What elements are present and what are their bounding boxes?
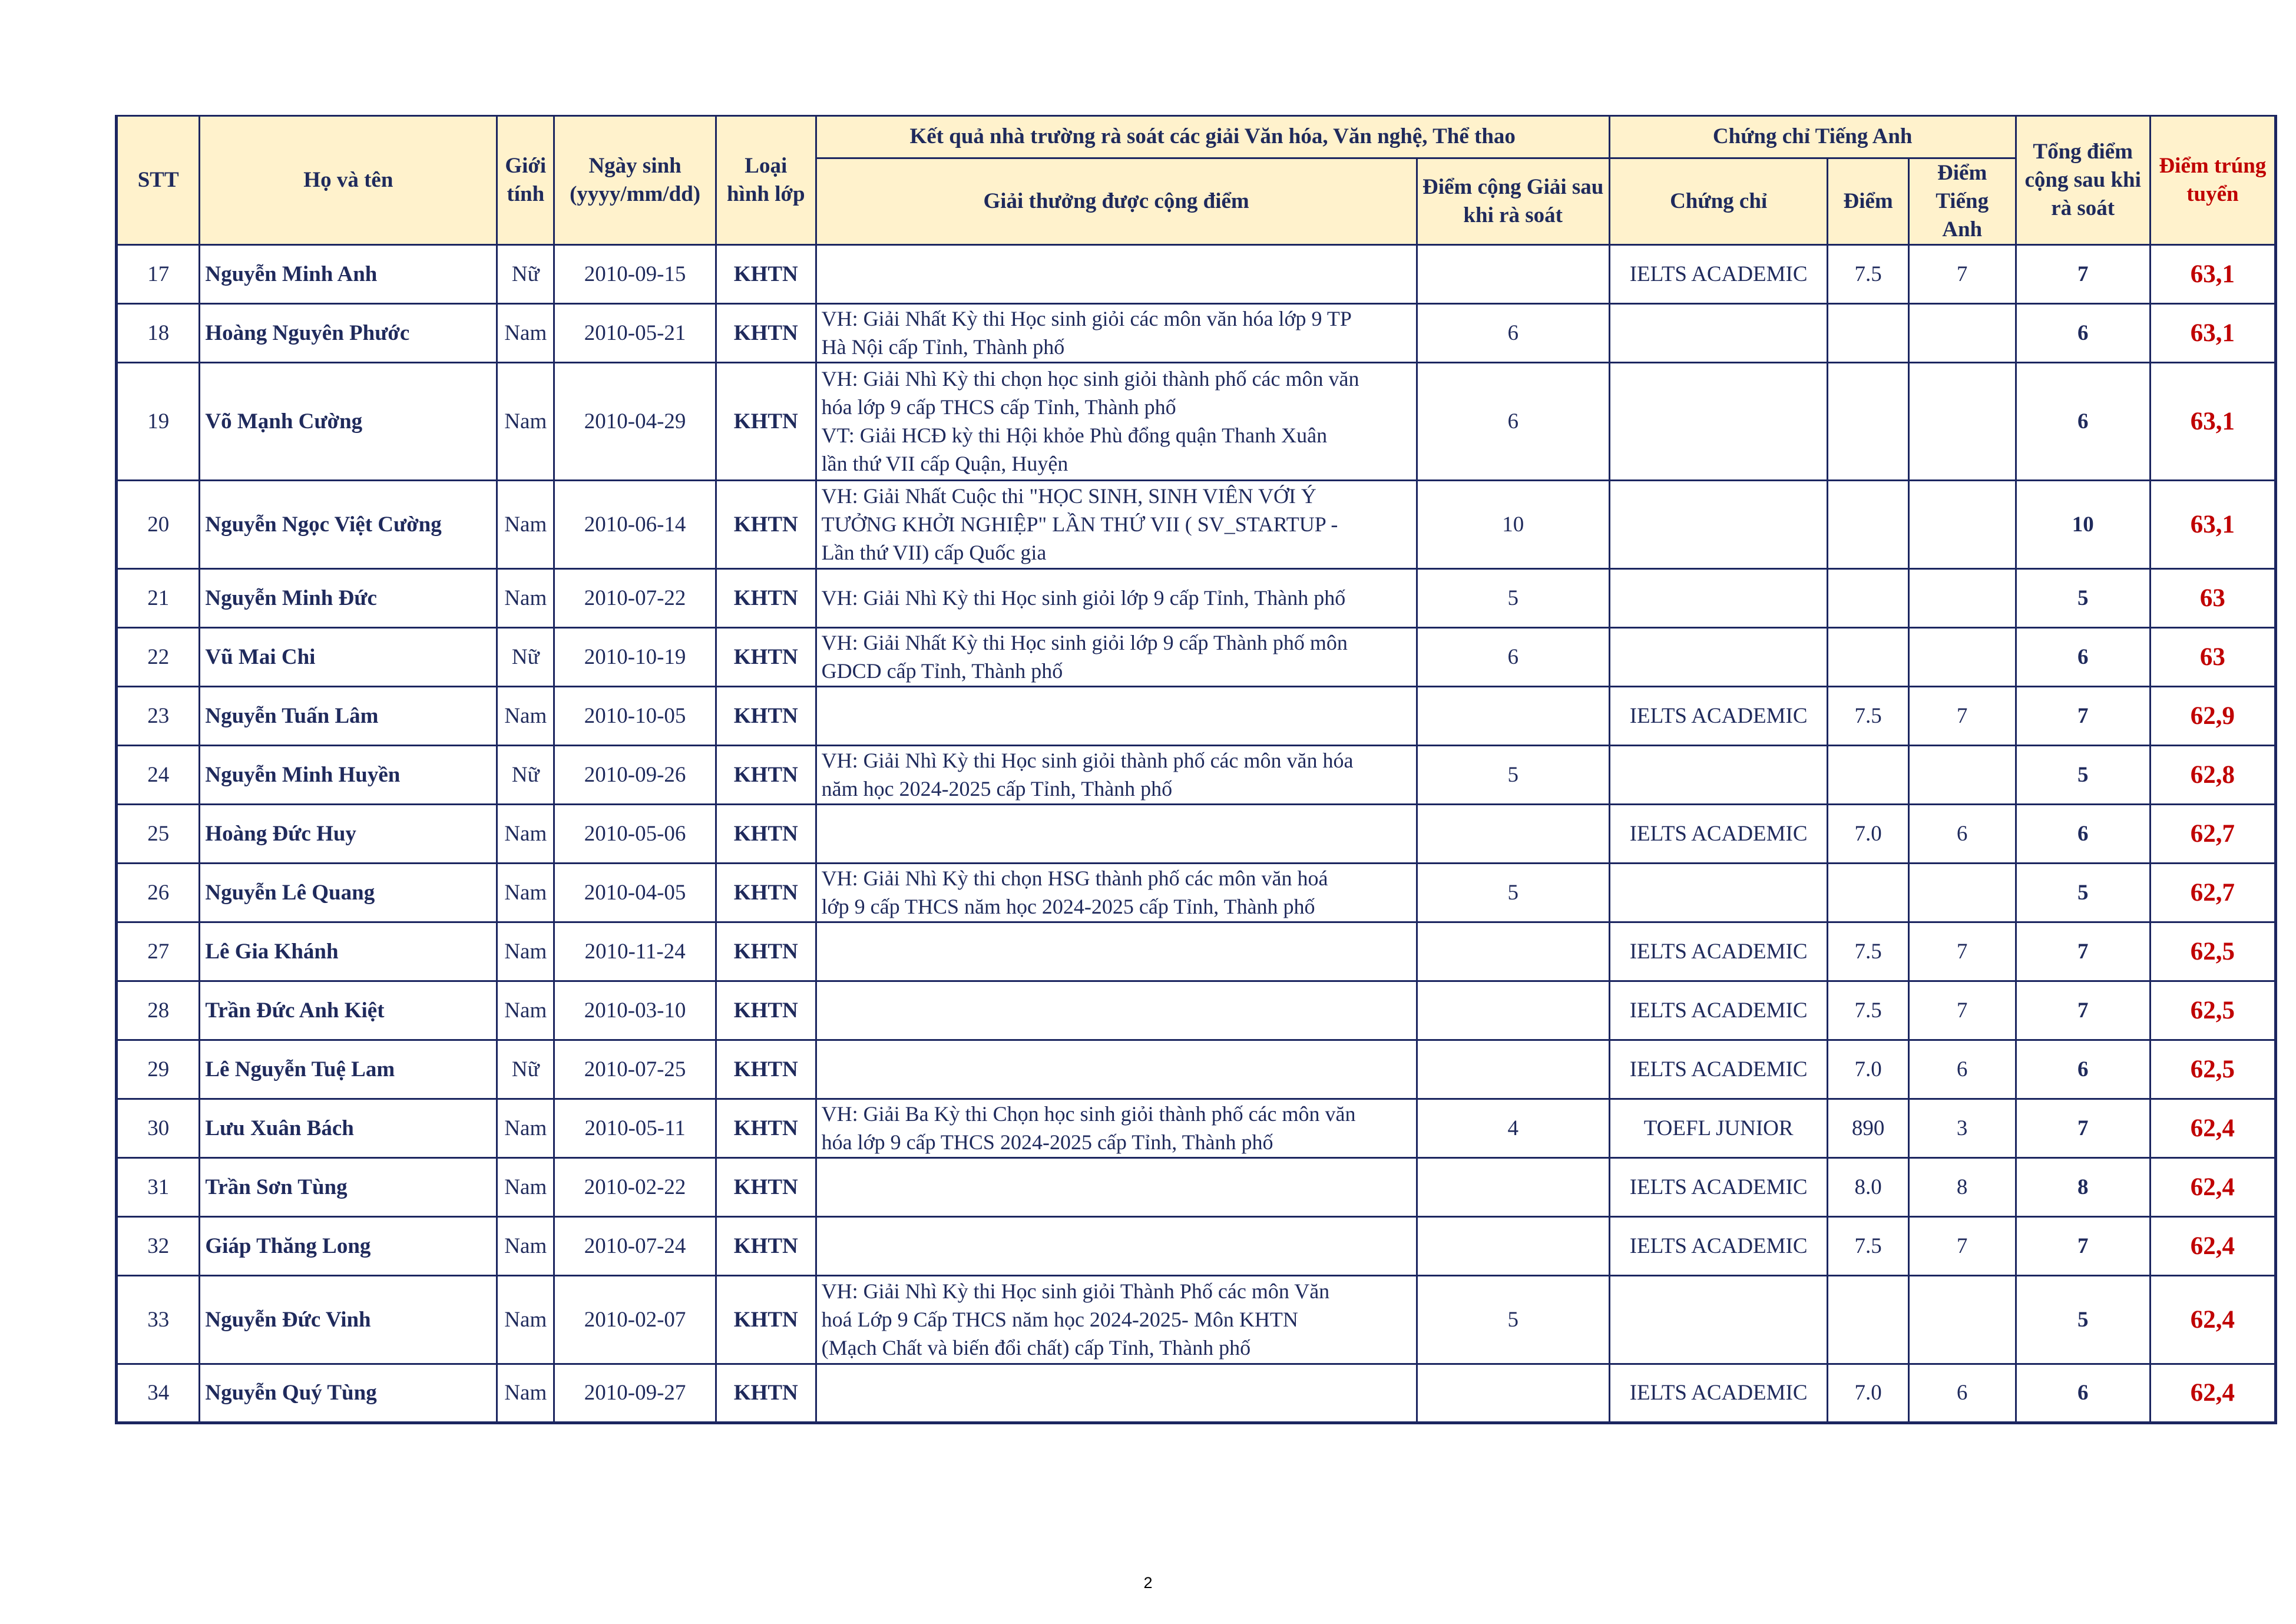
- cell-class-type: KHTN: [716, 569, 816, 628]
- cell-stt: 21: [117, 569, 200, 628]
- award-line: VH: Giải Nhất Kỳ thi Học sinh giỏi các môn văn hóa lớp 9 TP: [821, 306, 1352, 330]
- cell-class-type: KHTN: [716, 864, 816, 922]
- cell-gender: Nam: [497, 864, 554, 922]
- cell-class-type: KHTN: [716, 805, 816, 864]
- cell-stt: 32: [117, 1217, 200, 1276]
- award-line: GDCD cấp Tỉnh, Thành phố: [821, 659, 1063, 683]
- cell-name: Lưu Xuân Bách: [200, 1099, 497, 1158]
- cell-class-type: KHTN: [716, 922, 816, 981]
- cell-class-type: KHTN: [716, 981, 816, 1040]
- cell-award-points: [1417, 687, 1609, 746]
- table-row: [117, 363, 2276, 481]
- cell-gender: Nam: [497, 981, 554, 1040]
- cell-cert-score: [1828, 864, 1908, 922]
- award-line: VH: Giải Nhì Kỳ thi Học sinh giỏi lớp 9 cấp Tỉnh, Thành phố: [821, 586, 1346, 610]
- table-body: [117, 245, 2276, 1423]
- cell-stt: 26: [117, 864, 200, 922]
- cell-dob: 2010-02-22: [554, 1158, 716, 1217]
- cell-class-type: KHTN: [716, 1158, 816, 1217]
- cell-award-points: 5: [1417, 1276, 1609, 1364]
- header-name: Họ và tên: [200, 116, 497, 245]
- cell-stt: 24: [117, 746, 200, 805]
- cell-certificate: [1609, 304, 1828, 363]
- award-line: hoá Lớp 9 Cấp THCS năm học 2024-2025- Môn KHTN: [821, 1307, 1298, 1331]
- table-row: [117, 304, 2276, 363]
- cell-award-points: [1417, 981, 1609, 1040]
- cell-gender: Nam: [497, 1158, 554, 1217]
- cell-total-bonus: 7: [2016, 245, 2150, 304]
- cell-certificate: [1609, 746, 1828, 805]
- cell-award: [816, 922, 1417, 981]
- cell-english-points: [1908, 628, 2016, 687]
- cell-name: Hoàng Đức Huy: [200, 805, 497, 864]
- table-row: [117, 746, 2276, 805]
- cell-award-points: 5: [1417, 864, 1609, 922]
- award-line: hóa lớp 9 cấp THCS 2024-2025 cấp Tỉnh, Thành phố: [821, 1130, 1273, 1154]
- cell-total-bonus: 6: [2016, 628, 2150, 687]
- header-stt: STT: [117, 116, 200, 245]
- cell-award: [816, 805, 1417, 864]
- cell-award: [816, 864, 1417, 922]
- cell-name: Giáp Thăng Long: [200, 1217, 497, 1276]
- cell-stt: 22: [117, 628, 200, 687]
- cell-class-type: KHTN: [716, 481, 816, 569]
- cell-name: Nguyễn Đức Vinh: [200, 1276, 497, 1364]
- cell-dob: 2010-09-26: [554, 746, 716, 805]
- table-row: [117, 1099, 2276, 1158]
- cell-admission-score: 62,7: [2150, 864, 2275, 922]
- cell-gender: Nam: [497, 363, 554, 481]
- cell-gender: Nam: [497, 1364, 554, 1423]
- cell-english-points: 7: [1908, 245, 2016, 304]
- cell-dob: 2010-07-22: [554, 569, 716, 628]
- cell-total-bonus: 7: [2016, 1217, 2150, 1276]
- cell-cert-score: [1828, 1276, 1908, 1364]
- cell-cert-score: [1828, 481, 1908, 569]
- cell-class-type: KHTN: [716, 304, 816, 363]
- cell-dob: 2010-05-06: [554, 805, 716, 864]
- cell-award: [816, 1276, 1417, 1364]
- cell-english-points: [1908, 1276, 2016, 1364]
- cell-award: [816, 481, 1417, 569]
- cell-award-points: [1417, 1158, 1609, 1217]
- cell-award-points: 5: [1417, 746, 1609, 805]
- cell-english-points: 7: [1908, 687, 2016, 746]
- cell-stt: 31: [117, 1158, 200, 1217]
- cell-dob: 2010-10-05: [554, 687, 716, 746]
- cell-class-type: KHTN: [716, 1040, 816, 1099]
- cell-english-points: [1908, 363, 2016, 481]
- cell-certificate: [1609, 363, 1828, 481]
- cell-name: Trần Sơn Tùng: [200, 1158, 497, 1217]
- table-row: [117, 981, 2276, 1040]
- cell-cert-score: [1828, 363, 1908, 481]
- award-line: VH: Giải Nhì Kỳ thi chọn HSG thành phố các môn văn hoá: [821, 866, 1328, 890]
- award-line: VH: Giải Nhất Kỳ thi Học sinh giỏi lớp 9 cấp Thành phố môn: [821, 630, 1348, 654]
- cell-name: Lê Nguyễn Tuệ Lam: [200, 1040, 497, 1099]
- cell-dob: 2010-07-24: [554, 1217, 716, 1276]
- cell-english-points: [1908, 481, 2016, 569]
- cell-admission-score: 62,4: [2150, 1099, 2275, 1158]
- cell-admission-score: 62,4: [2150, 1158, 2275, 1217]
- cell-english-points: 7: [1908, 981, 2016, 1040]
- page-number: 2: [1143, 1574, 1153, 1592]
- header-total-bonus: Tổng điểm cộng sau khi rà soát: [2016, 116, 2150, 245]
- cell-admission-score: 63,1: [2150, 304, 2275, 363]
- cell-gender: Nam: [497, 1217, 554, 1276]
- cell-stt: 23: [117, 687, 200, 746]
- header-review-group: Kết quả nhà trường rà soát các giải Văn hóa, Văn nghệ, Thể thao: [816, 116, 1609, 158]
- cell-award: [816, 1040, 1417, 1099]
- award-line: năm học 2024-2025 cấp Tỉnh, Thành phố: [821, 776, 1173, 801]
- cell-award-points: 6: [1417, 628, 1609, 687]
- cell-dob: 2010-09-27: [554, 1364, 716, 1423]
- header-english-points: Điểm Tiếng Anh: [1908, 158, 2016, 245]
- cell-name: Hoàng Nguyên Phước: [200, 304, 497, 363]
- cell-award-points: [1417, 1040, 1609, 1099]
- cell-stt: 17: [117, 245, 200, 304]
- cell-class-type: KHTN: [716, 1099, 816, 1158]
- cell-name: Nguyễn Minh Anh: [200, 245, 497, 304]
- cell-stt: 27: [117, 922, 200, 981]
- cell-cert-score: [1828, 304, 1908, 363]
- award-line: VH: Giải Nhất Cuộc thi "HỌC SINH, SINH VIÊN VỚI Ý: [821, 484, 1316, 508]
- cell-dob: 2010-06-14: [554, 481, 716, 569]
- cell-english-points: 6: [1908, 1040, 2016, 1099]
- cell-admission-score: 62,8: [2150, 746, 2275, 805]
- cell-name: Nguyễn Lê Quang: [200, 864, 497, 922]
- cell-total-bonus: 7: [2016, 687, 2150, 746]
- admission-results-table: [115, 115, 2277, 1424]
- cell-cert-score: 7.5: [1828, 981, 1908, 1040]
- table-row: [117, 1217, 2276, 1276]
- table-row: [117, 1276, 2276, 1364]
- table-row: [117, 628, 2276, 687]
- cell-total-bonus: 10: [2016, 481, 2150, 569]
- cell-award-points: 5: [1417, 569, 1609, 628]
- cell-class-type: KHTN: [716, 1217, 816, 1276]
- cell-award-points: [1417, 245, 1609, 304]
- cell-admission-score: 62,5: [2150, 1040, 2275, 1099]
- cell-certificate: TOEFL JUNIOR: [1609, 1099, 1828, 1158]
- cell-class-type: KHTN: [716, 628, 816, 687]
- cell-cert-score: 7.5: [1828, 1217, 1908, 1276]
- cell-dob: 2010-10-19: [554, 628, 716, 687]
- cell-dob: 2010-05-11: [554, 1099, 716, 1158]
- cell-english-points: 6: [1908, 1364, 2016, 1423]
- cell-stt: 29: [117, 1040, 200, 1099]
- cell-dob: 2010-04-29: [554, 363, 716, 481]
- cell-cert-score: 7.0: [1828, 1364, 1908, 1423]
- award-line: Lần thứ VII) cấp Quốc gia: [821, 540, 1047, 564]
- cell-gender: Nam: [497, 687, 554, 746]
- cell-award: [816, 1364, 1417, 1423]
- cell-stt: 18: [117, 304, 200, 363]
- cell-cert-score: [1828, 628, 1908, 687]
- cell-name: Nguyễn Ngọc Việt Cường: [200, 481, 497, 569]
- cell-english-points: 7: [1908, 922, 2016, 981]
- table-row: [117, 687, 2276, 746]
- cell-certificate: IELTS ACADEMIC: [1609, 1158, 1828, 1217]
- cell-name: Nguyễn Quý Tùng: [200, 1364, 497, 1423]
- table-row: [117, 1040, 2276, 1099]
- cell-admission-score: 63,1: [2150, 481, 2275, 569]
- cell-award-points: 10: [1417, 481, 1609, 569]
- cell-gender: Nữ: [497, 746, 554, 805]
- cell-dob: 2010-11-24: [554, 922, 716, 981]
- cell-english-points: 6: [1908, 805, 2016, 864]
- cell-total-bonus: 6: [2016, 363, 2150, 481]
- cell-cert-score: 7.5: [1828, 687, 1908, 746]
- cell-total-bonus: 7: [2016, 922, 2150, 981]
- cell-admission-score: 62,7: [2150, 805, 2275, 864]
- cell-total-bonus: 5: [2016, 569, 2150, 628]
- cell-award-points: 6: [1417, 304, 1609, 363]
- cell-award: [816, 569, 1417, 628]
- cell-certificate: IELTS ACADEMIC: [1609, 687, 1828, 746]
- cell-cert-score: 7.0: [1828, 1040, 1908, 1099]
- cell-english-points: [1908, 304, 2016, 363]
- cell-certificate: [1609, 864, 1828, 922]
- cell-certificate: IELTS ACADEMIC: [1609, 1040, 1828, 1099]
- cell-name: Vũ Mai Chi: [200, 628, 497, 687]
- header-award: Giải thưởng được cộng điểm: [816, 158, 1417, 245]
- award-line: VH: Giải Nhì Kỳ thi chọn học sinh giỏi thành phố các môn văn: [821, 367, 1359, 391]
- cell-name: Nguyễn Tuấn Lâm: [200, 687, 497, 746]
- cell-award: [816, 363, 1417, 481]
- award-line: lớp 9 cấp THCS năm học 2024-2025 cấp Tỉnh, Thành phố: [821, 894, 1315, 918]
- cell-admission-score: 62,5: [2150, 981, 2275, 1040]
- cell-stt: 20: [117, 481, 200, 569]
- cell-award: [816, 1099, 1417, 1158]
- cell-dob: 2010-05-21: [554, 304, 716, 363]
- cell-total-bonus: 5: [2016, 1276, 2150, 1364]
- cell-award: [816, 304, 1417, 363]
- cell-english-points: [1908, 746, 2016, 805]
- cell-award: [816, 1217, 1417, 1276]
- cell-name: Nguyễn Minh Huyền: [200, 746, 497, 805]
- cell-certificate: [1609, 569, 1828, 628]
- award-line: TƯỞNG KHỞI NGHIỆP" LẦN THỨ VII ( SV_STARTUP -: [821, 512, 1338, 536]
- table-header: [117, 116, 2276, 245]
- cell-certificate: [1609, 628, 1828, 687]
- header-certificate: Chứng chỉ: [1609, 158, 1828, 245]
- cell-total-bonus: 6: [2016, 304, 2150, 363]
- cell-gender: Nam: [497, 1099, 554, 1158]
- cell-admission-score: 62,5: [2150, 922, 2275, 981]
- cell-award-points: [1417, 922, 1609, 981]
- header-award-points: Điểm cộng Giải sau khi rà soát: [1417, 158, 1609, 245]
- cell-class-type: KHTN: [716, 1276, 816, 1364]
- header-dob: Ngày sinh (yyyy/mm/dd): [554, 116, 716, 245]
- cell-english-points: 7: [1908, 1217, 2016, 1276]
- table-row: [117, 481, 2276, 569]
- cell-gender: Nam: [497, 805, 554, 864]
- award-line: Hà Nội cấp Tỉnh, Thành phố: [821, 335, 1065, 359]
- table-row: [117, 245, 2276, 304]
- cell-class-type: KHTN: [716, 1364, 816, 1423]
- cell-dob: 2010-02-07: [554, 1276, 716, 1364]
- header-admission-score: Điểm trúng tuyển: [2150, 116, 2275, 245]
- header-class-type: Loại hình lớp: [716, 116, 816, 245]
- cell-gender: Nữ: [497, 245, 554, 304]
- cell-name: Nguyễn Minh Đức: [200, 569, 497, 628]
- cell-award: [816, 746, 1417, 805]
- header-gender: Giới tính: [497, 116, 554, 245]
- cell-award-points: [1417, 805, 1609, 864]
- table-row: [117, 805, 2276, 864]
- cell-stt: 28: [117, 981, 200, 1040]
- cell-certificate: IELTS ACADEMIC: [1609, 1364, 1828, 1423]
- header-cert-score: Điểm: [1828, 158, 1908, 245]
- cell-cert-score: 7.0: [1828, 805, 1908, 864]
- cell-dob: 2010-09-15: [554, 245, 716, 304]
- cell-award-points: [1417, 1217, 1609, 1276]
- cell-award-points: [1417, 1364, 1609, 1423]
- cell-class-type: KHTN: [716, 245, 816, 304]
- cell-admission-score: 62,4: [2150, 1364, 2275, 1423]
- award-line: VH: Giải Ba Kỳ thi Chọn học sinh giỏi thành phố các môn văn: [821, 1102, 1356, 1126]
- cell-stt: 33: [117, 1276, 200, 1364]
- cell-dob: 2010-03-10: [554, 981, 716, 1040]
- table-row: [117, 1364, 2276, 1423]
- cell-total-bonus: 5: [2016, 746, 2150, 805]
- cell-award: [816, 981, 1417, 1040]
- award-line: VT: Giải HCĐ kỳ thi Hội khỏe Phù đổng quận Thanh Xuân: [821, 423, 1328, 447]
- cell-stt: 19: [117, 363, 200, 481]
- cell-cert-score: 7.5: [1828, 922, 1908, 981]
- cell-cert-score: 8.0: [1828, 1158, 1908, 1217]
- cell-gender: Nam: [497, 922, 554, 981]
- cell-certificate: [1609, 1276, 1828, 1364]
- cell-admission-score: 63,1: [2150, 363, 2275, 481]
- cell-admission-score: 63: [2150, 628, 2275, 687]
- cell-certificate: [1609, 481, 1828, 569]
- cell-admission-score: 63: [2150, 569, 2275, 628]
- cell-admission-score: 62,9: [2150, 687, 2275, 746]
- cell-class-type: KHTN: [716, 363, 816, 481]
- table-row: [117, 922, 2276, 981]
- cell-total-bonus: 6: [2016, 1040, 2150, 1099]
- cell-certificate: IELTS ACADEMIC: [1609, 922, 1828, 981]
- cell-english-points: 8: [1908, 1158, 2016, 1217]
- cell-name: Võ Mạnh Cường: [200, 363, 497, 481]
- cell-cert-score: 890: [1828, 1099, 1908, 1158]
- cell-gender: Nữ: [497, 1040, 554, 1099]
- cell-admission-score: 62,4: [2150, 1276, 2275, 1364]
- table-row: [117, 569, 2276, 628]
- cell-dob: 2010-07-25: [554, 1040, 716, 1099]
- cell-dob: 2010-04-05: [554, 864, 716, 922]
- cell-stt: 30: [117, 1099, 200, 1158]
- cell-english-points: 3: [1908, 1099, 2016, 1158]
- cell-total-bonus: 7: [2016, 1099, 2150, 1158]
- cell-total-bonus: 5: [2016, 864, 2150, 922]
- table-row: [117, 864, 2276, 922]
- cell-certificate: IELTS ACADEMIC: [1609, 981, 1828, 1040]
- cell-english-points: [1908, 864, 2016, 922]
- cell-award: [816, 245, 1417, 304]
- cell-total-bonus: 6: [2016, 1364, 2150, 1423]
- award-line: (Mạch Chất và biến đổi chất) cấp Tỉnh, Thành phố: [821, 1335, 1251, 1360]
- cell-certificate: IELTS ACADEMIC: [1609, 1217, 1828, 1276]
- cell-gender: Nam: [497, 481, 554, 569]
- cell-stt: 34: [117, 1364, 200, 1423]
- cell-award: [816, 687, 1417, 746]
- cell-certificate: IELTS ACADEMIC: [1609, 805, 1828, 864]
- award-line: lần thứ VII cấp Quận, Huyện: [821, 451, 1068, 475]
- table-row: [117, 1158, 2276, 1217]
- award-line: VH: Giải Nhì Kỳ thi Học sinh giỏi thành phố các môn văn hóa: [821, 748, 1354, 772]
- cell-cert-score: [1828, 746, 1908, 805]
- cell-name: Trần Đức Anh Kiệt: [200, 981, 497, 1040]
- cell-cert-score: [1828, 569, 1908, 628]
- cell-total-bonus: 7: [2016, 981, 2150, 1040]
- cell-award: [816, 628, 1417, 687]
- header-english-group: Chứng chỉ Tiếng Anh: [1609, 116, 2016, 158]
- cell-award: [816, 1158, 1417, 1217]
- cell-admission-score: 62,4: [2150, 1217, 2275, 1276]
- cell-name: Lê Gia Khánh: [200, 922, 497, 981]
- cell-total-bonus: 6: [2016, 805, 2150, 864]
- cell-class-type: KHTN: [716, 687, 816, 746]
- award-line: hóa lớp 9 cấp THCS cấp Tỉnh, Thành phố: [821, 395, 1176, 419]
- results-sheet: [115, 115, 2277, 1424]
- cell-stt: 25: [117, 805, 200, 864]
- cell-award-points: 6: [1417, 363, 1609, 481]
- cell-gender: Nữ: [497, 628, 554, 687]
- cell-award-points: 4: [1417, 1099, 1609, 1158]
- cell-gender: Nam: [497, 1276, 554, 1364]
- award-line: VH: Giải Nhì Kỳ thi Học sinh giỏi Thành Phố các môn Văn: [821, 1279, 1330, 1303]
- cell-class-type: KHTN: [716, 746, 816, 805]
- cell-gender: Nam: [497, 304, 554, 363]
- cell-admission-score: 63,1: [2150, 245, 2275, 304]
- cell-certificate: IELTS ACADEMIC: [1609, 245, 1828, 304]
- cell-gender: Nam: [497, 569, 554, 628]
- cell-total-bonus: 8: [2016, 1158, 2150, 1217]
- cell-english-points: [1908, 569, 2016, 628]
- cell-cert-score: 7.5: [1828, 245, 1908, 304]
